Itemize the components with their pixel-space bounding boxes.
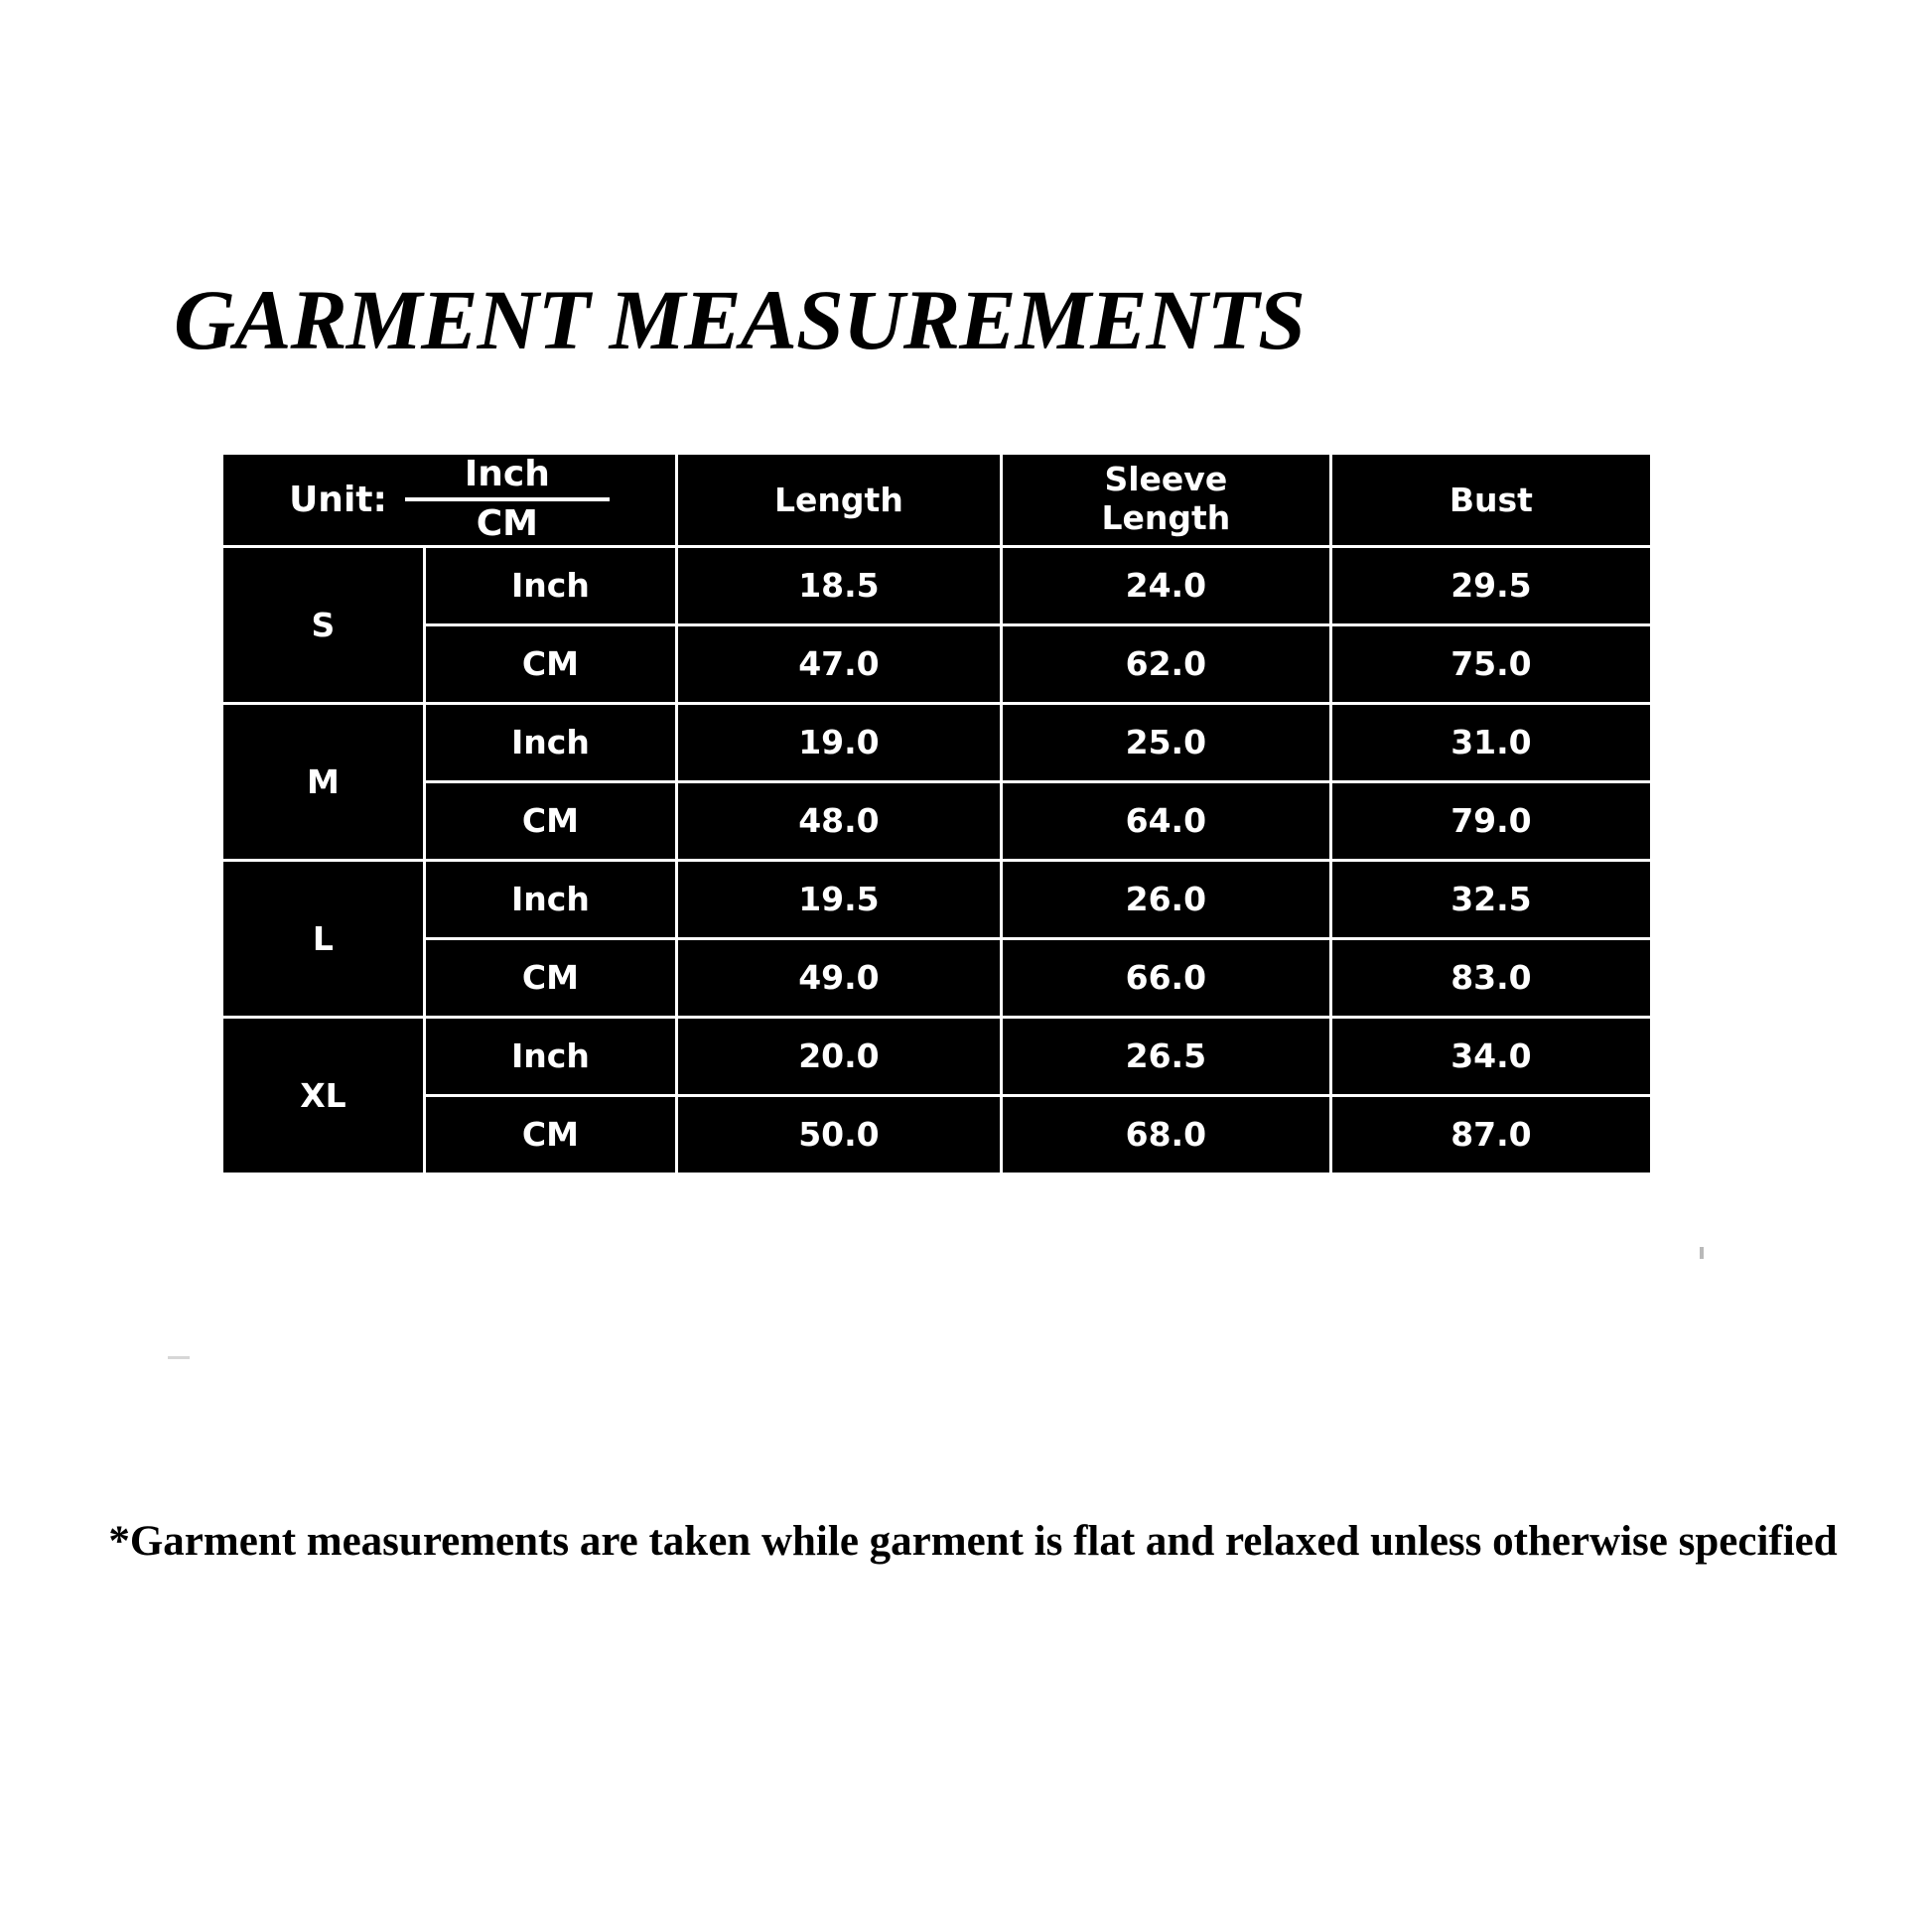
size-label-xl: XL [223, 1019, 423, 1173]
size-label-l: L [223, 862, 423, 1016]
unit-cell-inch: Inch [426, 705, 675, 780]
value-length: 19.5 [678, 862, 1000, 937]
unit-cell-inch: Inch [426, 548, 675, 623]
value-bust: 31.0 [1332, 705, 1650, 780]
column-header-sleeve-line2: Length [1101, 498, 1231, 538]
table-row [223, 783, 1650, 859]
unit-cell-cm: CM [426, 783, 675, 859]
value-length: 50.0 [678, 1097, 1000, 1173]
scan-artifact-icon [168, 1356, 190, 1359]
value-bust: 29.5 [1332, 548, 1650, 623]
value-sleeve: 26.0 [1003, 862, 1329, 937]
unit-cell-cm: CM [426, 940, 675, 1016]
value-bust: 75.0 [1332, 626, 1650, 702]
value-bust: 34.0 [1332, 1019, 1650, 1094]
value-bust: 87.0 [1332, 1097, 1650, 1173]
unit-numerator: Inch [464, 454, 550, 494]
value-sleeve: 68.0 [1003, 1097, 1329, 1173]
value-bust: 32.5 [1332, 862, 1650, 937]
column-header-sleeve-length [1003, 455, 1329, 545]
value-sleeve: 66.0 [1003, 940, 1329, 1016]
size-label-m: M [223, 705, 423, 859]
footnote: *Garment measurements are taken while garment is flat and relaxed unless otherwise specified [108, 1518, 1838, 1565]
value-bust: 79.0 [1332, 783, 1650, 859]
unit-cell-cm: CM [426, 626, 675, 702]
scan-artifact-icon [1700, 1247, 1704, 1259]
value-sleeve: 62.0 [1003, 626, 1329, 702]
column-header-sleeve-line1: Sleeve [1104, 460, 1228, 499]
value-sleeve: 64.0 [1003, 783, 1329, 859]
value-length: 47.0 [678, 626, 1000, 702]
value-length: 48.0 [678, 783, 1000, 859]
table-row [223, 626, 1650, 702]
size-label-s: S [223, 548, 423, 702]
value-length: 49.0 [678, 940, 1000, 1016]
measurements-table [220, 452, 1653, 1175]
value-sleeve: 25.0 [1003, 705, 1329, 780]
value-sleeve: 24.0 [1003, 548, 1329, 623]
unit-denominator: CM [476, 503, 539, 545]
table-row [223, 548, 1650, 623]
table-row [223, 1097, 1650, 1173]
table-row [223, 705, 1650, 780]
unit-cell-inch: Inch [426, 862, 675, 937]
measurements-table-container [220, 452, 1653, 1175]
unit-label: Unit: [289, 479, 387, 520]
unit-header-cell [223, 455, 675, 545]
page-title: GARMENT MEASUREMENTS [174, 272, 1305, 367]
table-row [223, 862, 1650, 937]
column-header-bust: Bust [1332, 455, 1650, 545]
value-length: 20.0 [678, 1019, 1000, 1094]
value-sleeve: 26.5 [1003, 1019, 1329, 1094]
table-row [223, 1019, 1650, 1094]
column-header-length: Length [678, 455, 1000, 545]
unit-cell-inch: Inch [426, 1019, 675, 1094]
value-bust: 83.0 [1332, 940, 1650, 1016]
value-length: 18.5 [678, 548, 1000, 623]
value-length: 19.0 [678, 705, 1000, 780]
table-row [223, 940, 1650, 1016]
table-header-row [223, 455, 1650, 545]
unit-fraction [405, 455, 610, 545]
unit-cell-cm: CM [426, 1097, 675, 1173]
